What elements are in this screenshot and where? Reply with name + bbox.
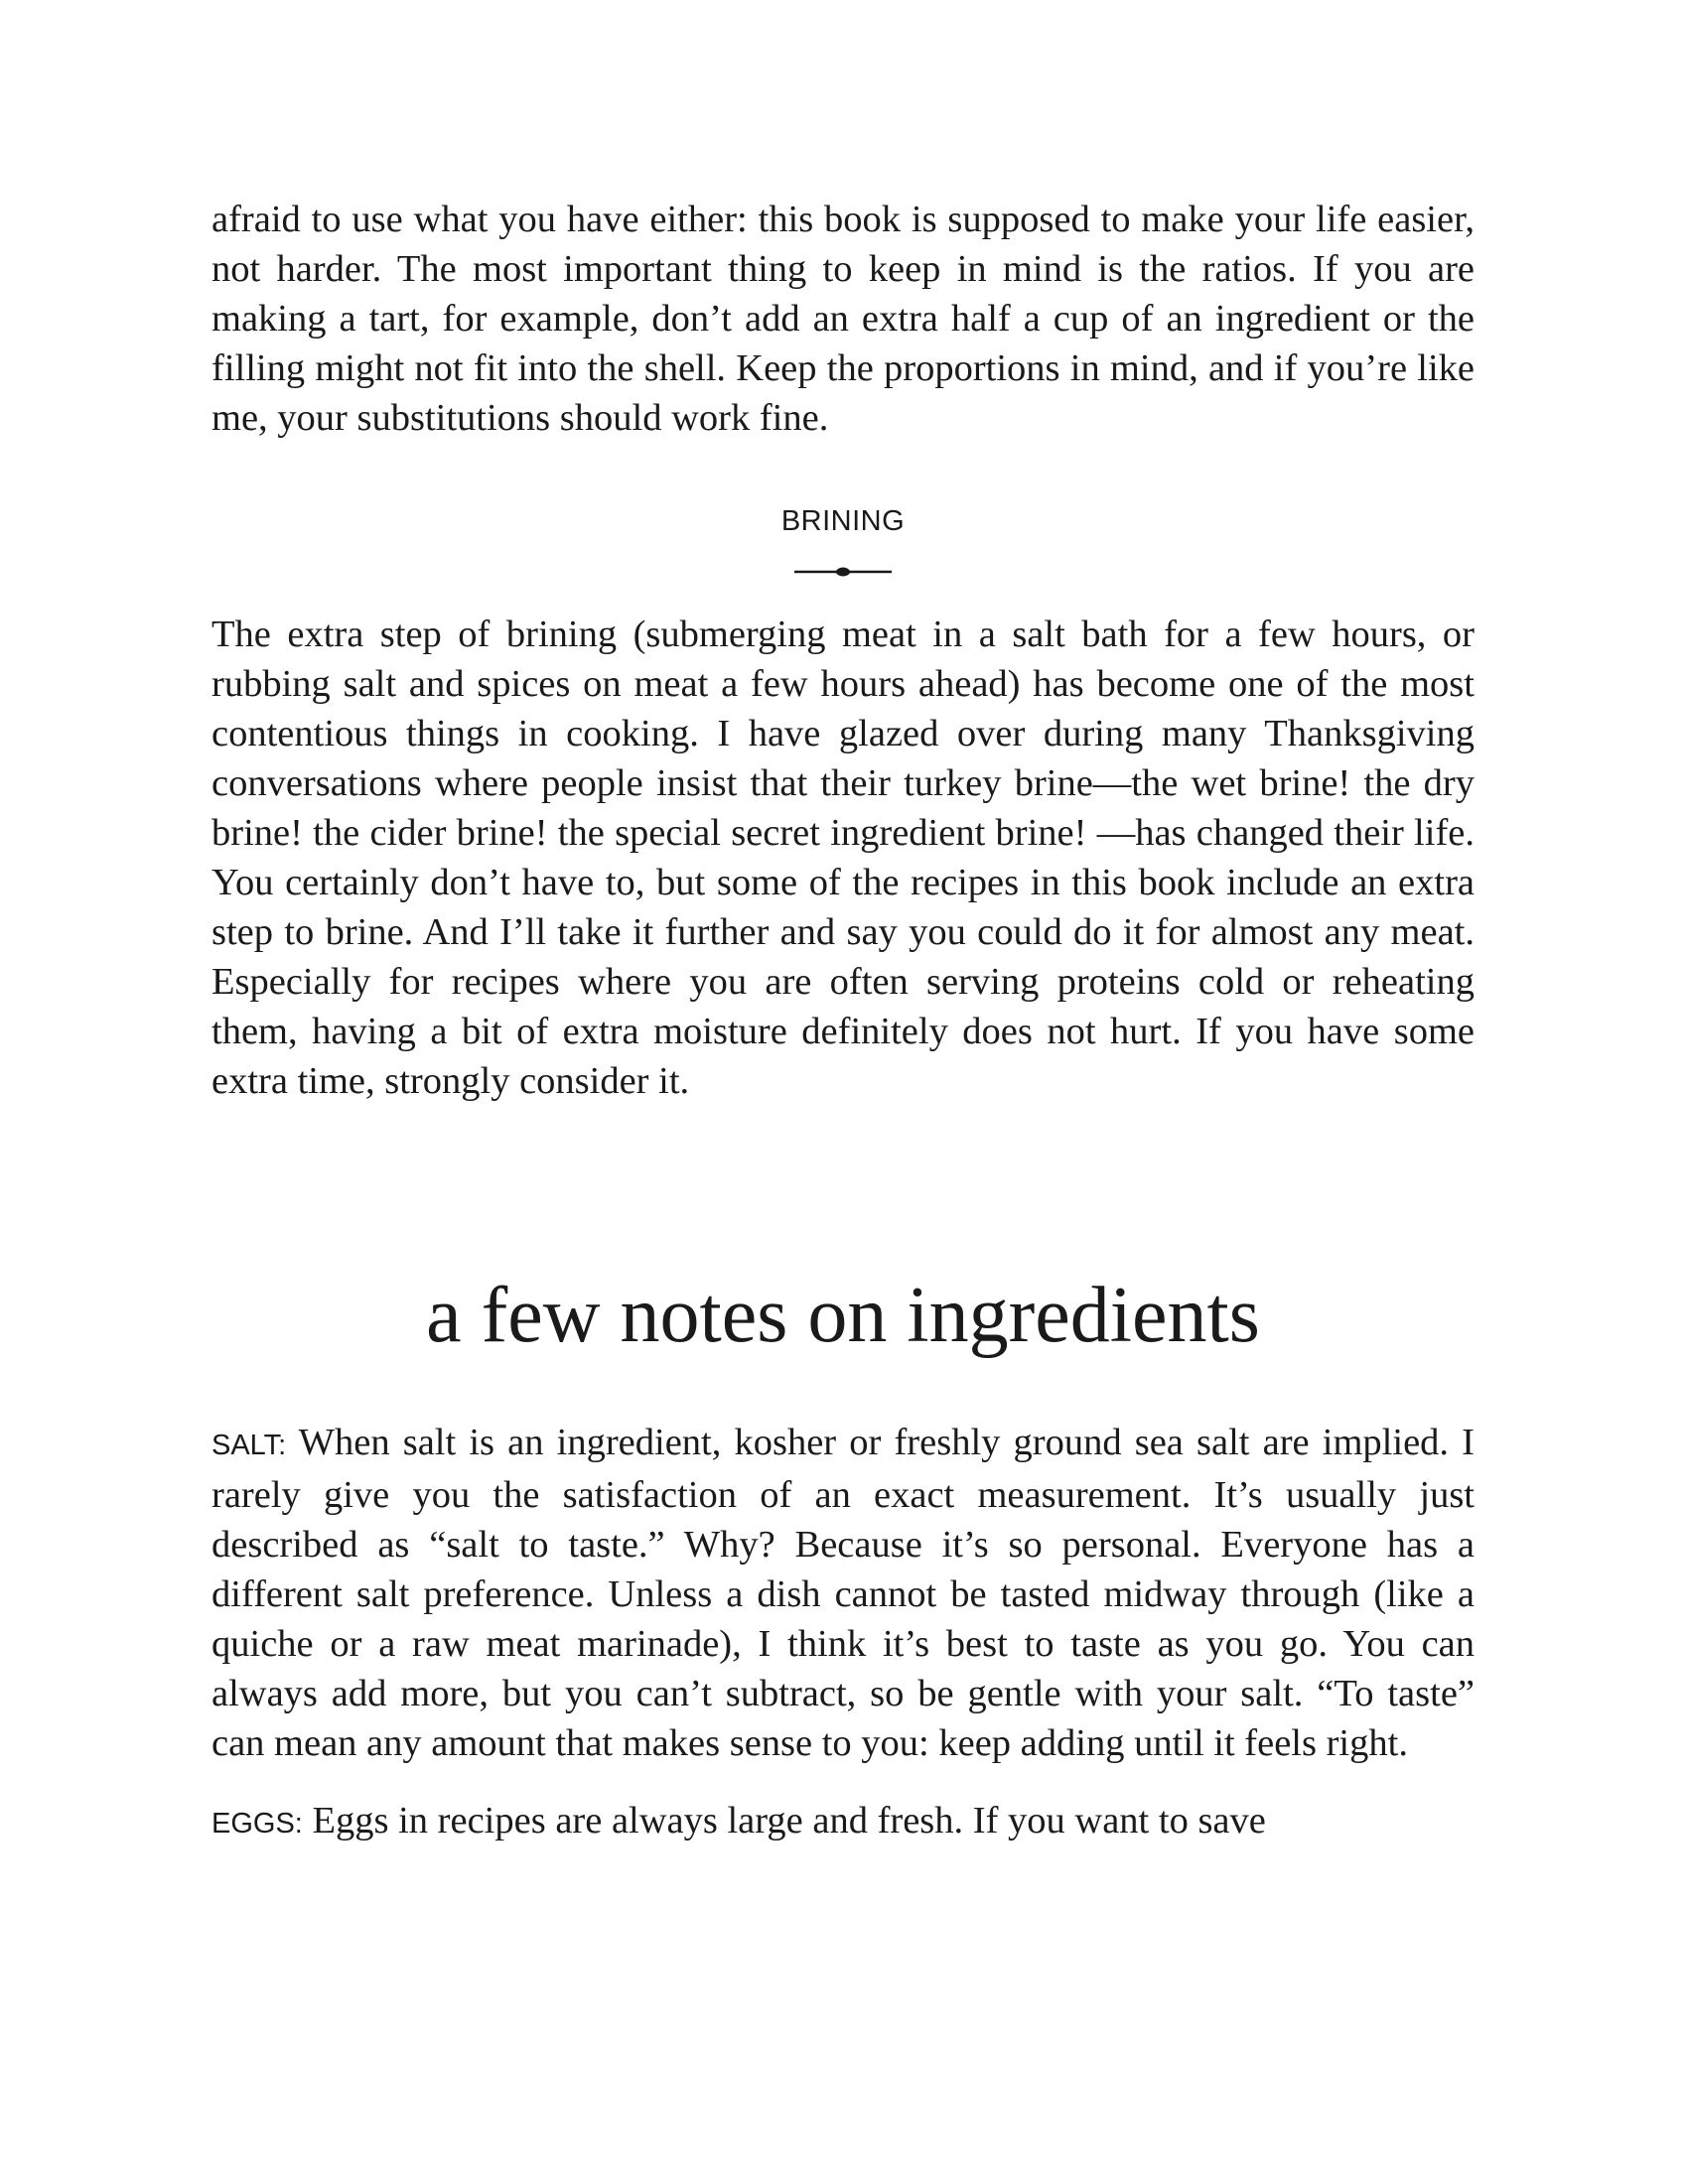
- intro-paragraph: afraid to use what you have either: this book is supposed to make your life easier, not harder. The most important thing to keep in mind is the ratios. If you are making a tart, for example, don’t add an extra half a cup of an ingredient or the filling might not fit into the shell. Keep the proportions in mind, and if you’re like me, your substitutions should work fine.: [211, 199, 1475, 439]
- eggs-label: EGGS:: [211, 1808, 303, 1840]
- chapter-heading: a few notes on ingredients: [426, 1272, 1260, 1359]
- salt-label: SALT:: [211, 1430, 287, 1461]
- salt-note: [211, 1418, 1475, 1768]
- book-page: [211, 195, 1475, 1848]
- salt-text: When salt is an ingredient, kosher or freshly ground sea salt are implied. I rarely give you the satisfaction of an exact measurement. It’s usually just described as “salt to taste.” Why? Because it’s so personal. Everyone has a different salt preference. Unless a dish cannot be tasted midway through (like a quiche or a raw meat marinade), I think it’s best to taste as you go. You can always add more, but you can’t subtract, so be gentle with your salt. “To taste” can mean any amount that makes sense to you: keep adding until it feels right.: [211, 1422, 1475, 1764]
- section-heading-brining: BRINING: [780, 505, 906, 537]
- ornament-divider-icon: [794, 566, 892, 578]
- eggs-text: Eggs in recipes are always large and fresh. If you want to save: [312, 1800, 1266, 1842]
- eggs-note: [211, 1796, 1475, 1848]
- brining-paragraph: The extra step of brining (submerging meat in a salt bath for a few hours, or rubbing salt and spices on meat a few hours ahead) has become one of the most contentious things in cooking. I have glazed over during many Thanksgiving conversations where people insist that their turkey brine—the wet brine! the dry brine! the cider brine! the special secret ingredient brine! —has changed their life. You certainly don’t have to, but some of the recipes in this book include an extra step to brine. And I’ll take it further and say you could do it for almost any meat. Especially for recipes where you are often serving proteins cold or reheating them, having a bit of extra moisture definitely does not hurt. If you have some extra time, strongly consider it.: [211, 614, 1475, 1102]
